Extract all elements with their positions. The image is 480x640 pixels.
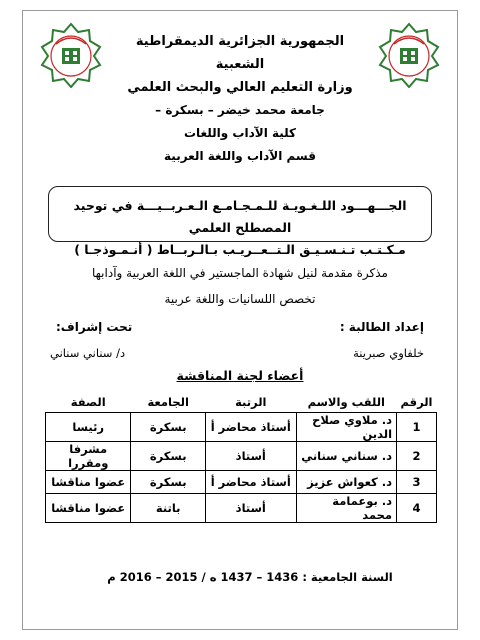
member-university: بسكرة	[131, 442, 206, 471]
specialization: تخصص اللسانيات واللغة عربية	[164, 292, 316, 306]
member-rank: أستاذ	[205, 442, 296, 471]
thesis-title-box	[48, 186, 432, 257]
ministry-name: وزارة التعليم العالي والبحث العلمي	[127, 80, 353, 95]
committee-table	[45, 392, 437, 523]
header-role: الصفة	[46, 392, 131, 413]
member-name: د. سناني سناني	[296, 442, 396, 471]
member-role: عضوا مناقشا	[46, 471, 131, 494]
faculty-name: كلية الآداب واللغات	[183, 126, 297, 140]
department-name: قسم الآداب واللغة العربية	[164, 149, 316, 163]
member-rank: أستاذ محاضر أ	[205, 413, 296, 442]
thesis-title-line2: مـكـتـب تـنـسـيـق الـتــعــريـب بـالـربــاط ( أنـمـوذجـا )	[74, 242, 406, 257]
member-university: بسكرة	[131, 413, 206, 442]
member-name: د. بوعمامة محمد	[296, 494, 396, 523]
prepared-by-label: إعداد الطالبة :	[339, 320, 424, 334]
row-number: 3	[397, 471, 437, 494]
supervision-label: تحت إشراف:	[56, 320, 133, 334]
row-number: 2	[397, 442, 437, 471]
institution-header	[110, 30, 370, 168]
header-number: الرقم	[397, 392, 437, 413]
table-row	[46, 413, 437, 442]
member-university: بسكرة	[131, 471, 206, 494]
member-university: باتنة	[131, 494, 206, 523]
header-name: اللقب والاسم	[296, 392, 396, 413]
thesis-title-line1: الجـــهـــود اللـغـويـة للـمـجـامـع الـعـربــيـــة في توحيد المصطلح العلمي	[73, 198, 407, 235]
university-name: جامعة محمد خيضر – بسكرة –	[155, 103, 325, 117]
row-number: 4	[397, 494, 437, 523]
memo-description: مذكرة مقدمة لنيل شهادة الماجستير في اللغة العربية وآدابها	[91, 266, 388, 280]
member-rank: أستاذ	[205, 494, 296, 523]
member-name: د. كعواش عزيز	[296, 471, 396, 494]
member-role: مشرفا ومقررا	[46, 442, 131, 471]
supervisor-name: د/ سناني سناني	[50, 346, 126, 360]
member-name: د. ملاوي صلاح الدين	[296, 413, 396, 442]
table-row	[46, 471, 437, 494]
member-role: رئيسا	[46, 413, 131, 442]
committee-header-row	[46, 392, 437, 413]
committee-title: أعضاء لجنة المناقشة	[176, 368, 304, 383]
republic-name: الجمهورية الجزائرية الديمقراطية الشعبية	[135, 34, 345, 72]
university-logo-left	[38, 22, 104, 88]
academic-year: السنة الجامعية : 1436 – 1437 ه / 2015 – 2016 م	[107, 570, 393, 584]
table-row	[46, 494, 437, 523]
university-logo-right	[376, 22, 442, 88]
header-rank: الرتبة	[205, 392, 296, 413]
student-name: خلفاوي صبرينة	[353, 346, 424, 360]
table-row	[46, 442, 437, 471]
row-number: 1	[397, 413, 437, 442]
member-role: عضوا مناقشا	[46, 494, 131, 523]
header-university: الجامعة	[131, 392, 206, 413]
member-rank: أستاذ محاضر أ	[205, 471, 296, 494]
